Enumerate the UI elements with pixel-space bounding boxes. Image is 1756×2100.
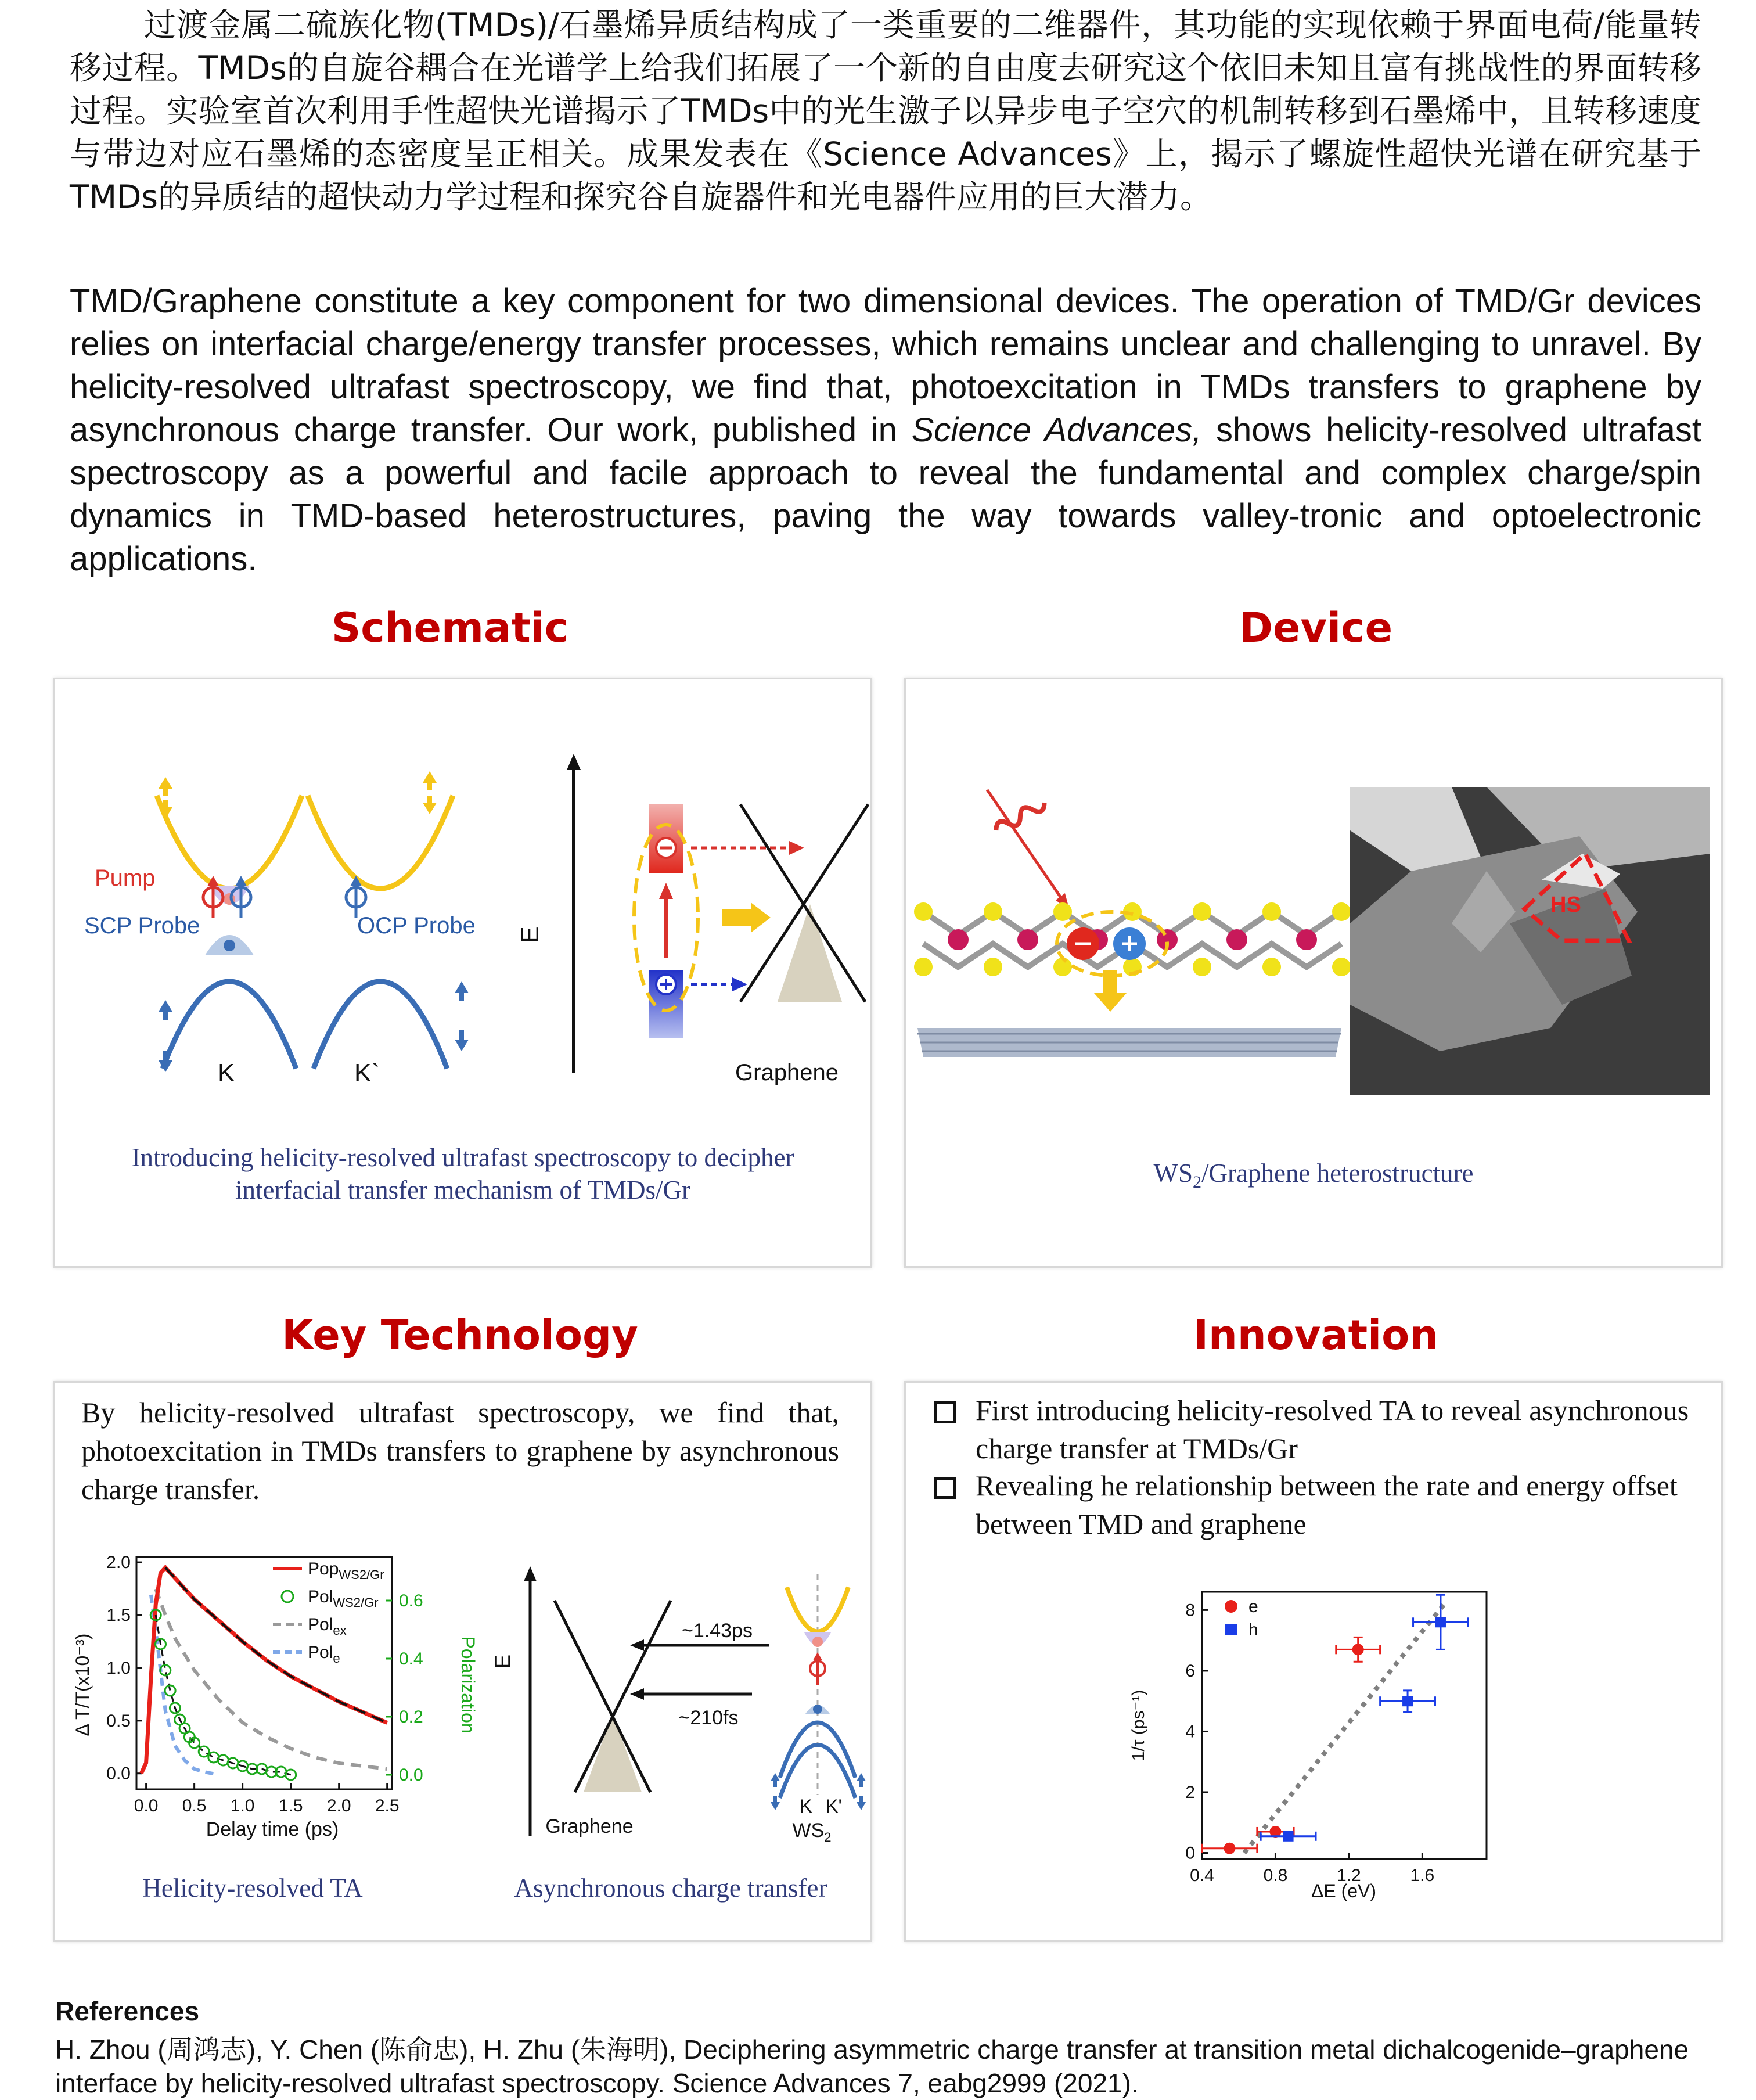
rate-point-h [1402,1696,1413,1706]
laser-pulse-icon [987,790,1070,911]
caption-async-transfer: Asynchronous charge transfer [514,1874,827,1903]
k-valley-label: K [218,1059,235,1087]
ta-y2label: Polarization [458,1636,478,1734]
section-title-innovation: Innovation [1193,1311,1439,1359]
section-title-schematic: Schematic [331,604,569,652]
ta-x-tick-label: 2.0 [326,1796,351,1815]
ta-legend-base: Pol [308,1587,333,1606]
ka-k-label: K [800,1796,812,1817]
ka-kprime-label: K' [826,1796,842,1817]
schematic-caption: Introducing helicity-resolved ultrafast spectroscopy to decipher interfacial transfer mechanism of TMDs/Gr [131,1143,794,1204]
ta-chart-frame [106,1553,423,1815]
ta-y2-tick-label: 0.6 [399,1591,423,1610]
ta-x-tick-label: 0.5 [182,1796,207,1815]
schematic-diagram [55,679,870,1121]
journal-name: Science Advances, [911,411,1202,449]
conduction-band-k [157,796,302,889]
device-panel [904,678,1723,1268]
intro-english-part1: TMD/Graphene constitute a key component for two dimensional devices. The operation of TMD/Gr devices relies on interfacial charge/energy transfer processes, which remains unclear and challenging to unravel. By helicity-resolved ultrafast spectroscopy, we find that, photoexcitation in TMDs transfers to graphene by asynchronous charge transfer. Our work, published in [70,282,1701,449]
key-technology-panel [53,1381,872,1942]
ta-legend-sub: WS2/Gr [339,1567,384,1582]
ta-x-tick-label: 1.5 [278,1796,303,1815]
hole-dot-k [224,940,235,951]
ka-ws2-pre: WS [792,1819,825,1842]
references-title: References [55,1996,200,2026]
rate-x-tick-label: 1.2 [1337,1866,1361,1885]
transfer-down-arrow [1103,970,1117,994]
rate-plot-frame [1202,1592,1487,1859]
pump-label: Pump [95,865,156,891]
rate-legend-label: e [1248,1597,1258,1616]
ka-graphene-label: Graphene [545,1815,634,1838]
ka-energy-label: E [491,1654,514,1669]
rate-fit-line [1244,1604,1445,1853]
ta-y2-tick-label: 0.4 [399,1649,423,1669]
ta-y-tick-label: 2.0 [106,1553,131,1573]
ta-legend-label [308,1643,340,1666]
rate-point-h [1435,1617,1446,1627]
scp-probe-label: SCP Probe [84,913,200,938]
rate-y-tick-label: 4 [1185,1722,1195,1742]
rate-chart-legend [1225,1597,1258,1639]
device-caption-pre: WS [1153,1159,1193,1188]
hs-label: HS [1550,893,1581,917]
ta-legend-sub: WS2/Gr [333,1595,379,1610]
rate-legend-marker [1225,1624,1237,1635]
ta-pol-point [199,1746,209,1757]
ta-legend-label [308,1615,347,1638]
intro-chinese: 过渡金属二硫族化物(TMDs)/石墨烯异质结构成了一类重要的二维器件，其功能的实现依赖于界面电荷/能量转移过程。TMDs的自旋谷耦合在光谱学上给我们拓展了一个新的自由度去研究这个依旧未知且富有挑战性的界面转移过程。实验室首次利用手性超快光谱揭示了TMDs中的光生激子以异步电子空穴的机制转移到石墨烯中，且转移速度与带边对应石墨烯的态密度呈正相关。成果发表在《Science Advances》上，揭示了螺旋性超快光谱在研究基于TMDs的异质结的超快动力学过程和探究谷自旋器件和光电器件应用的巨大潜力。 [70,6,1701,215]
rate-x-tick-label: 0.8 [1263,1866,1288,1885]
ta-legend-base: Pol [308,1643,333,1662]
section-title-key-technology: Key Technology [282,1311,638,1359]
bullet-icon-2 [934,1477,956,1499]
ta-legend-sub: ex [333,1623,347,1638]
graphene-sheet [917,1028,1341,1057]
ta-plot-frame [136,1557,392,1789]
ta-y-tick-label: 0.0 [106,1764,131,1783]
ta-x-tick-label: 2.5 [375,1796,400,1815]
device-illustration [906,679,1721,1132]
ta-y2-tick-label: 0.2 [399,1707,423,1727]
rate-legend-label: h [1248,1620,1258,1639]
rate-xlabel: ΔE (eV) [1311,1880,1377,1901]
section-title-device: Device [1239,604,1393,652]
async-transfer-diagram [491,1540,862,1844]
graphene-label: Graphene [735,1060,839,1085]
ta-x-tick-label: 0.0 [134,1796,159,1815]
caption-helicity-ta: Helicity-resolved TA [142,1874,363,1903]
innovation-item-2: Revealing he relationship between the rate and energy offset between TMD and graphene [976,1469,1678,1540]
ka-graphene-cone-fill [584,1714,642,1792]
references-text: H. Zhou (周鸿志), Y. Chen (陈俞忠), H. Zhu (朱海明), Deciphering asymmetric charge transfer at transition metal dichalcogenide–graphene interface by helicity-resolved ultrafast spectroscopy. Science Advances 7, eabg2999 (2021). [55,2034,1689,2098]
rate-point-e [1352,1644,1364,1655]
rate-point-e [1224,1843,1235,1854]
innovation-item-1: First introducing helicity-resolved TA to reveal asynchronous charge transfer at TMDs/Gr [976,1394,1689,1465]
kprime-valley-label: K` [354,1059,380,1087]
ta-legend-base: Pop [308,1559,339,1578]
rate-y-tick-label: 0 [1185,1843,1195,1863]
ta-ylabel: Δ T/T(x10⁻³) [72,1633,93,1736]
device-caption-sub: 2 [1192,1173,1201,1192]
device-caption [929,1157,1698,1199]
rate-chart-series [1202,1595,1468,1854]
graphene-cone-filled [778,904,842,1002]
rate-ylabel: 1/τ (ps⁻¹) [1129,1689,1148,1761]
rate-y-tick-label: 2 [1185,1783,1195,1802]
ta-xlabel: Delay time (ps) [206,1818,339,1840]
rate-x-tick-label: 1.6 [1410,1866,1435,1885]
ta-y-tick-label: 0.5 [106,1711,131,1731]
rate-x-tick-label: 0.4 [1190,1866,1214,1885]
ta-y-tick-label: 1.0 [106,1658,131,1678]
ka-ws2-sub: 2 [824,1830,832,1844]
valence-band-kprime [314,981,447,1069]
innovation-panel [904,1381,1723,1942]
schematic-panel [53,678,872,1268]
ta-y-tick-label: 1.5 [106,1606,131,1625]
valence-band-k [163,981,296,1069]
energy-axis-label: E [516,926,544,944]
bullet-icon-1 [934,1401,956,1423]
ta-chart-legend [273,1559,384,1666]
rate-y-tick-label: 8 [1185,1601,1195,1620]
ta-legend-label [308,1559,384,1582]
key-technology-text: By helicity-resolved ultrafast spectroscopy, we find that, photoexcitation in TMDs transfers to graphene by asynchronous charge transfer. [81,1396,839,1505]
ta-x-tick-label: 1.0 [230,1796,255,1815]
device-caption-post: /Graphene heterostructure [1201,1159,1474,1188]
ta-legend-label [308,1587,379,1610]
rate-point-h [1283,1831,1294,1842]
intro-english [70,280,1701,581]
energy-axis-arrow [567,754,581,770]
ka-ws2-label [792,1819,831,1844]
rate-chart [1098,1574,1504,1911]
ta-chart [61,1540,479,1842]
ta-series-pop-fit [165,1567,387,1723]
ocp-probe-label: OCP Probe [357,913,476,938]
ta-legend-marker [282,1591,293,1602]
rate-legend-marker [1225,1600,1237,1613]
ka-hole-time: ~210fs [678,1707,739,1729]
rate-y-tick-label: 6 [1185,1661,1195,1681]
ta-y2-tick-label: 0.0 [399,1765,423,1785]
energy-transfer-arrow [722,909,752,926]
ta-legend-base: Pol [308,1615,333,1634]
ka-electron-time: ~1.43ps [682,1620,753,1642]
ta-legend-sub: e [333,1651,340,1666]
intro-english-part2: shows helicity-resolved ultrafast spectroscopy as a powerful and facile approach to reveal the fundamental and complex charge/spin dynamics in TMD-based heterostructures, paving the way towards valley-tronic and optoelectronic applications. [70,411,1701,578]
